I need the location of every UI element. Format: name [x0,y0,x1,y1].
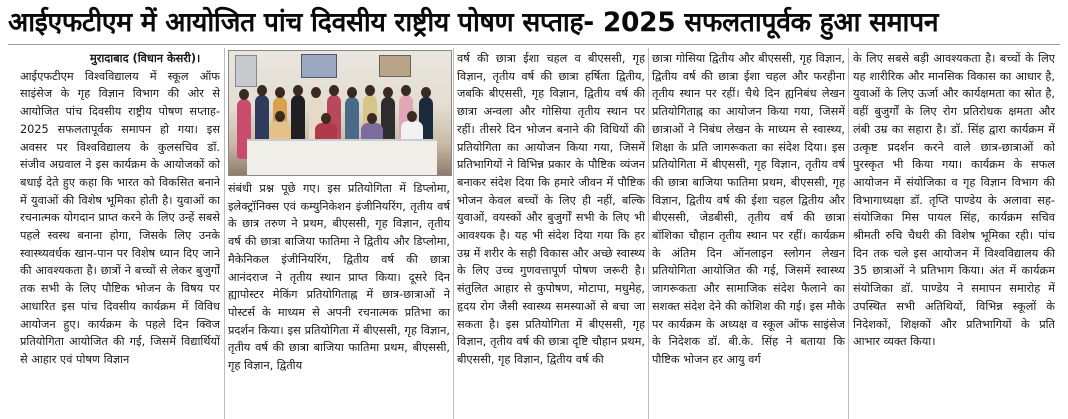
headline-rule [8,44,1060,45]
person-head [407,111,417,122]
column-3-text: वर्ष की छात्रा ईशा चहल व बीएससी, गृह विज्ञान, तृतीय वर्ष की छात्रा हर्षिता द्वितीय, जबकि बीएससी, गृह विज्ञान, द्वितीय वर्ष की छात्रा अन्वला और गोसिया तृतीय स्थान पर रहीं। तीसरे दिन भोजन बनाने की विधियों की प्रतियोगिता का आयोजन किया गया, जिसमें प्रतिभागियों ने विभिन्न प्रकार के पौष्टिक व्यंजन बनाकर संदेश दिया कि हमारे जीवन में पौष्टिक भोजन केवल बच्चों के लिए ही नहीं, बल्कि युवाओं, वयस्कों और बुजुर्गों सभी के लिए भी आवश्यक है। यह भी संदेश दिया गया कि हर उम्र में शरीर के सही विकास और अच्छे स्वास्थ्य के लिए उच्च गुणवत्तापूर्ण पोषण जरूरी है। संतुलित आहार से कुपोषण, मोटापा, मधुमेह, हृदय रोग जैसी स्वास्थ्य समस्याओं से बचा जा सकता है। इस प्रतियोगिता में बीएससी, गृह विज्ञान, तृतीय वर्ष की छात्रा दृष्टि चौहान प्रथम, बीएससी, गृह विज्ञान, द्वितीय वर्ष की [457,52,645,366]
column-divider [848,48,849,419]
article-column-2 [228,180,450,419]
person-head [293,85,303,96]
person-head [239,89,249,100]
wall-poster [301,54,337,78]
person-head [347,87,357,98]
article-column-1 [20,50,220,419]
person-head [257,85,267,96]
group-photo [228,50,452,176]
dateline: मुरादाबाद (विधान केसरी)। [90,52,201,65]
column-4-text: छात्रा गोसिया द्वितीय और बीएससी, गृह विज्ञान, द्वितीय वर्ष की छात्रा ईशा चहल और फरहीना तृतीय स्थान पर रहीं। चैथे दिन ह्यनिबंध लेखन प्रतियोगिताह्न का आयोजन किया गया, जिसमें छात्राओं ने निबंध लेखन के माध्यम से स्वास्थ्य, शिक्षा के प्रति जागरूकता का संदेश दिया। इस प्रतियोगिता में बीएससी, गृह विज्ञान, तृतीय वर्ष की छात्रा बाजिया फातिमा प्रथम, बीएससी, गृह विज्ञान, द्वितीय वर्ष की ईशा चहल द्वितीय और बीएससी, जेडबीसी, तृतीय वर्ष की छात्रा बॉशिका चौहान तृतीय स्थान पर रहीं। कार्यक्रम के अंतिम दिन ऑनलाइन स्लोगन लेखन प्रतियोगिता आयोजित की गई, जिसमें स्वास्थ्य जागरूकता और सामाजिक संदेश फैलाने का सशक्त संदेश देने की कोशिश की गई। इस मौके पर कार्यक्रम के अध्यक्ष व स्कूल ऑफ साइंसेज के निदेशक डॉ. बी.के. सिंह ने बताया कि पौष्टिक भोजन हर आयु वर्ग [652,52,845,366]
person-head [275,111,285,122]
column-1-text: आईएफटीएम विश्वविद्यालय में स्कूल ऑफ साइंसेज के गृह विज्ञान विभाग की ओर से आयोजित पांच दिवसीय राष्ट्रीय पोषण सप्ताह- 2025 सफलतापूर्वक समापन हो गया। इस अवसर पर विश्वविद्यालय के कुलसचिव डॉ. संजीव अग्रवाल ने इस कार्यक्रम के आयोजकों को बधाई देते हुए कहा कि भारत को विकसित बनाने में युवाओं की विशेष भूमिका होती है। युवाओं का रचनात्मक योगदान प्राप्त करने के लिए उन्हें सबसे पहले स्वस्थ बनाना होगा, जिसके लिए उनके स्वास्थ्यवर्धक खान-पान पर विशेष ध्यान दिए जाने की आवश्यकता है। छात्रों ने बच्चों से लेकर बुजुर्गों तक सभी के लिए पौष्टिक भोजन के विषय पर आधारित इस पांच दिवसीय कार्यक्रम में विविध आयोजन हुए। कार्यक्रम के पहले दिन क्विज प्रतियोगिता आयोजित की गई, जिसमें विद्यार्थियों से आहार एवं पोषण विज्ञान [20,69,220,366]
person-head [329,85,339,96]
article-column-4 [652,50,845,419]
person-head [365,85,375,96]
notice-board [235,55,257,87]
column-divider [648,48,649,419]
person-head [421,87,431,98]
column-divider [453,48,454,419]
article-column-5 [853,50,1055,419]
person-head [311,87,321,98]
person-head [401,85,411,96]
person-head [275,87,285,98]
person-head [367,113,377,124]
column-5-text: के लिए सबसे बड़ी आवश्यकता है। बच्चों के लिए यह शारीरिक और मानसिक विकास का आधार है, युवाओं के लिए ऊर्जा और कार्यक्षमता का स्रोत है, वहीं बुजुर्गों के लिए रोग प्रतिरोधक क्षमता और लंबी उम्र का सहारा है। डॉ. सिंह द्वारा कार्यक्रम में उत्कृष्ट प्रदर्शन करने वाले छात्र-छात्राओं को पुरस्कृत भी किया गया। कार्यक्रम के सफल आयोजन में संयोजिका व गृह विज्ञान विभाग की विभागाध्यक्षा डॉ. तृप्ति पाण्डेय के अलावा सह-संयोजिका मिस पायल सिंह, कार्यक्रम सचिव श्रीमती रुचि चैधरी की विशेष भूमिका रही। पांच दिन तक चले इस आयोजन में विश्वविद्यालय की 35 छात्राओं ने प्रतिभाग किया। अंत में कार्यक्रम संयोजिका डॉ. पाण्डेय ने समापन समारोह में उपस्थित सभी अतिथियों, विभिन्न स्कूलों के निदेशकों, शिक्षकों और प्रतिभागियों के प्रति आभार व्यक्त किया। [853,52,1055,349]
headline: आईएफटीएम में आयोजित पांच दिवसीय राष्ट्रीय पोषण सप्ताह- 2025 सफलतापूर्वक हुआ समापन [8,7,939,38]
display-table [247,139,437,176]
column-2-text: संबंधी प्रश्न पूछे गए। इस प्रतियोगिता में डिप्लोमा, इलेक्ट्रॉनिक्स एवं कम्युनिकेशन इंजीनियरिंग, तृतीय वर्ष के छात्र तरुण ने प्रथम, बीएससी, गृह विज्ञान, तृतीय वर्ष की छात्रा बाजिया फातिमा ने द्वितीय और डिप्लोमा, मैकेनिकल इंजीनियरिंग, द्वितीय वर्ष की छात्रा आनंदराज ने तृतीय स्थान प्राप्त किया। दूसरे दिन ह्यापोस्टर मेकिंग प्रतियोगिताह्न में छात्र-छात्राओं ने पोस्टर्स के माध्यम से अपनी रचनात्मक प्रतिभा का प्रदर्शन किया। इस प्रतियोगिता में बीएससी, गृह विज्ञान, तृतीय वर्ष की छात्रा बाजिया फातिमा प्रथम, बीएससी, गृह विज्ञान, द्वितीय [228,182,450,373]
article-column-3 [457,50,645,419]
wall-poster [379,55,411,77]
column-divider [224,48,225,419]
person-head [321,113,331,124]
person-head [383,87,393,98]
